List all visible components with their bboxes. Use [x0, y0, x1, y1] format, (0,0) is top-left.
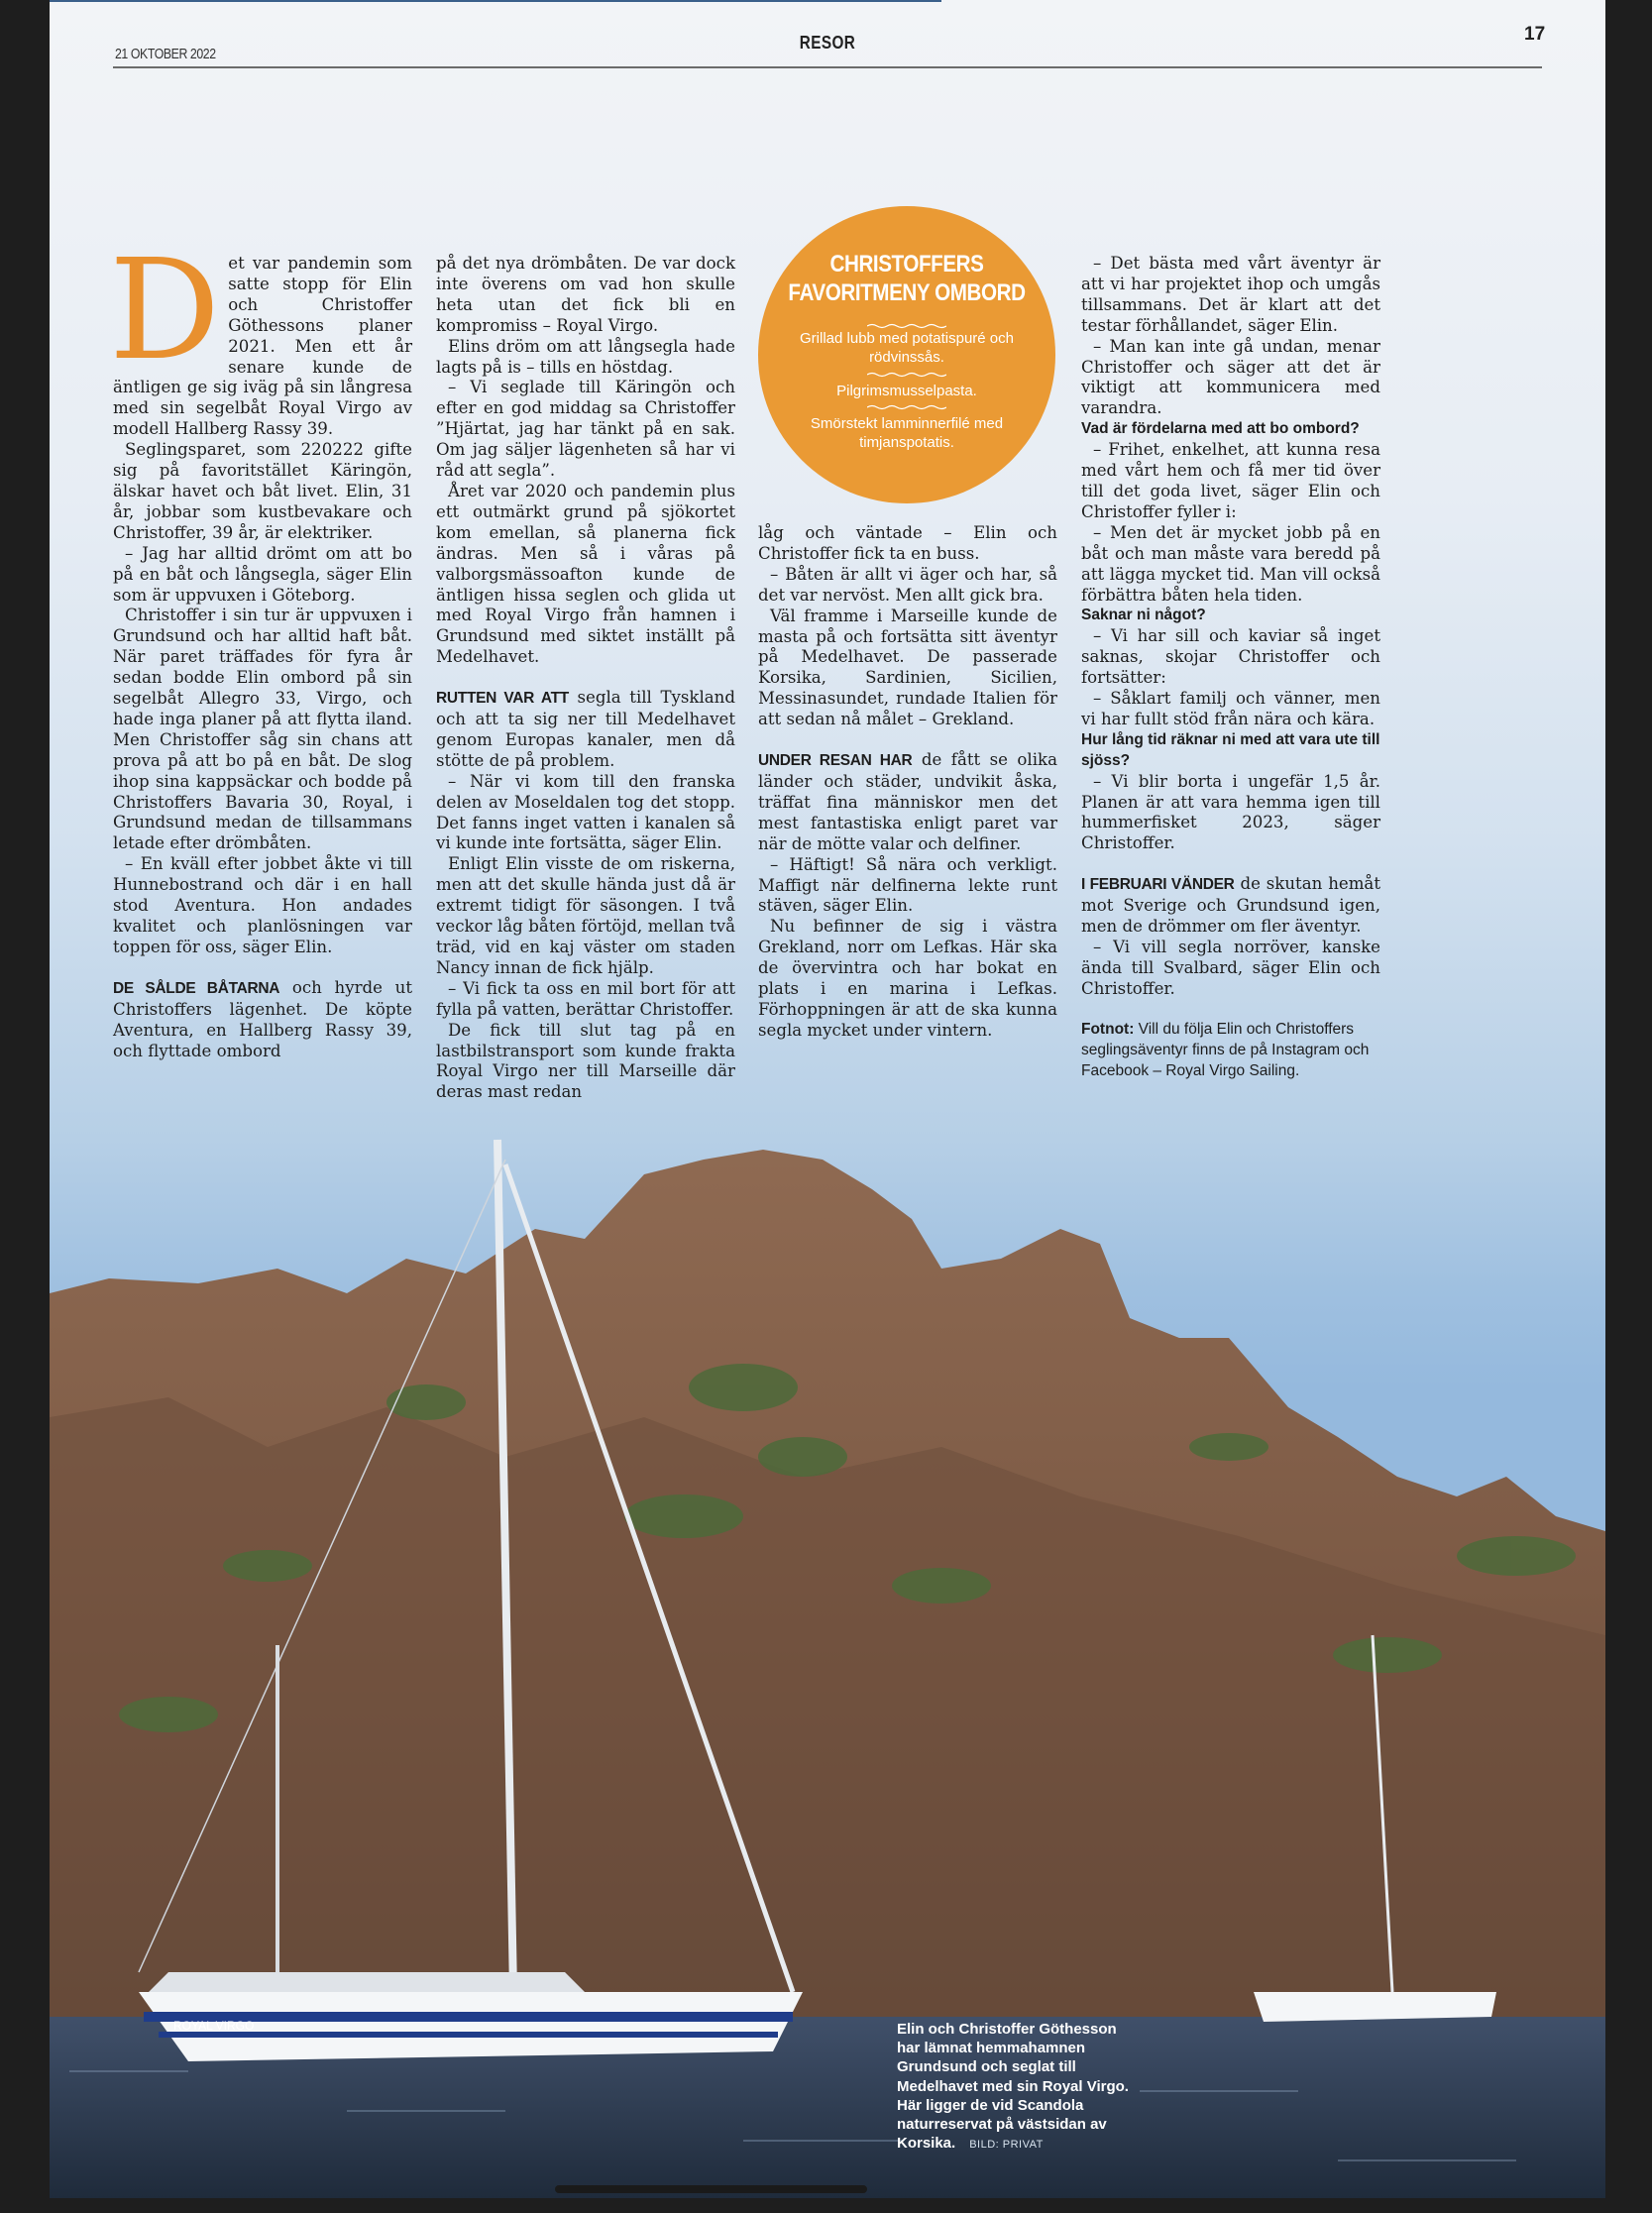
photo-credit: BILD: PRIVAT [969, 2139, 1044, 2152]
article-paragraph: – En kväll efter jobbet åkte vi till Hunnebostrand och där i en hall stod Aventura. Hon andades kvalitet och planlösningen var toppen för oss, säger Elin. [113, 854, 412, 956]
article-paragraph: – Vi seglade till Käringön och efter en god middag sa Christoffer ”Hjärtat, jag har tänkt på en sak. Om jag säljer lägenheten så har vi råd att segla”. [436, 378, 735, 481]
issue-date: 21 OKTOBER 2022 [115, 46, 216, 62]
article-paragraph: – Vi fick ta oss en mil bort för att fylla på vatten, berättar Christoffer. [436, 978, 735, 1019]
footnote: Fotnot: Vill du följa Elin och Christoffers seglingsäventyr finns de på Instagram och Facebook – Royal Virgo Sailing. [1081, 1020, 1370, 1079]
article-paragraph: på det nya drömbåten. De var dock inte överens om vad hon skulle heta utan det fick bli en kompromiss – Royal Virgo. [436, 254, 735, 335]
section-lead-in: I FEBRUARI VÄNDER [1081, 876, 1235, 894]
article-paragraph: Christoffer i sin tur är uppvuxen i Grundsund och har alltid haft båt. När paret träffades för fyra år sedan bodde Elin ombord på sin segelbåt Allegro 33, Virgo, och hade inga planer på att flytta iland. Men Christoffer såg sin chans att prova på att bo på en båt. De slog ihop sina kappsäckar och bodde på Christoffers Bavaria 30, Royal, i Grundsund medan de tillsammans letade efter drömbåten. [113, 606, 412, 853]
wave-divider-icon [867, 372, 946, 378]
article-paragraph: – Men det är mycket jobb på en båt och man måste vara beredd på att lägga mycket tid. Man vill också förbättra båten hela tiden. [1081, 522, 1380, 605]
article-paragraph: De fick till slut tag på en lastbilstransport som kunde frakta Royal Virgo ner till Marseille där deras mast redan [436, 1020, 735, 1102]
article-paragraph: Elins dröm om att långsegla hade lagts på is – tills en höstdag. [436, 336, 735, 377]
interview-question: Saknar ni något? [1081, 607, 1206, 624]
menu-item: Smörstekt lamminnerfilé med timjanspotatis. [810, 415, 1004, 451]
page-number: 17 [1524, 24, 1546, 45]
menu-item: Pilgrimsmusselpasta. [836, 383, 977, 399]
article-column-4 [1081, 254, 1380, 1081]
article-paragraph: – Vi vill segla norröver, kanske ända till Svalbard, säger Elin och Christoffer. [1081, 938, 1380, 998]
article-column-2 [436, 254, 735, 1103]
article-paragraph: – Såklart familj och vänner, men vi har fullt stöd från nära och kära. [1081, 689, 1380, 728]
article-paragraph: – Man kan inte gå undan, menar Christoffer och säger att det är viktigt att kommunicera med varandra. [1081, 336, 1380, 418]
article-paragraph: – Båten är allt vi äger och har, så det var nervöst. Men allt gick bra. [758, 564, 1057, 605]
article-paragraph: – Frihet, enkelhet, att kunna resa med vårt hem och få mer tid över till det goda livet, säger Elin och Christoffer fyller i: [1081, 440, 1380, 521]
scroll-indicator[interactable] [555, 2185, 867, 2193]
article-paragraph: låg och väntade – Elin och Christoffer fick ta en buss. [758, 523, 1057, 563]
article-paragraph: – Vi blir borta i ungefär 1,5 år. Planen är att vara hemma igen till hummerfisket 2023, säger Christoffer. [1081, 771, 1380, 853]
article-paragraph: – Vi har sill och kaviar så inget saknas, skojar Christoffer och fortsätter: [1081, 626, 1380, 688]
article-paragraph: Året var 2020 och pandemin plus ett outmärkt grund på sjökortet kom emellan, så planerna fick ändras. Men så i våras på valborgsmässoafton kunde de äntligen hissa seglen och glida ut med Royal Virgo från hamnen i Grundsund med siktet inställt på Medelhavet. [436, 481, 735, 667]
article-paragraph: – När vi kom till den franska delen av Moseldalen tog det stopp. Det fanns inget vatten i kanalen så vi kunde inte fortsätta, säger Elin. [436, 771, 735, 853]
article-paragraph: Väl framme i Marseille kunde de masta på och fortsätta sitt äventyr på Medelhavet. De passerade Korsika, Sardinien, Sicilien, Messinasundet, rundade Italien för att sedan nå målet – Grekland. [758, 606, 1057, 729]
article-paragraph: RUTTEN VAR ATT segla till Tyskland och att ta sig ner till Medelhavet genom Europas kanaler, men då stötte de på problem. [436, 688, 735, 770]
interview-question: Vad är fördelarna med att bo ombord? [1081, 420, 1360, 438]
article-paragraph: Det var pandemin som satte stopp för Elin och Christoffer Göthessons planer 2021. Men ett år senare kunde de äntligen ge sig iväg på sin långresa med sin segelbåt Royal Virgo av modell Hallberg Rassy 39. [109, 230, 412, 439]
article-paragraph: – Det bästa med vårt äventyr är att vi har projektet ihop och umgås tillsammans. Det är klart att det testar förhållandet, säger Elin. [1081, 254, 1380, 335]
article-paragraph: I FEBRUARI VÄNDER de skutan hemåt mot Sverige och Grundsund igen, men de drömmer om fler äventyr. [1081, 874, 1380, 937]
favorite-menu-box [758, 206, 1055, 503]
boat-name: ROYAL VIRGO [173, 2019, 255, 2033]
section-lead-in: RUTTEN VAR ATT [436, 690, 569, 708]
article-paragraph: – Jag har alltid drömt om att bo på en båt och långsegla, säger Elin som är uppvuxen i Göteborg. [113, 543, 412, 605]
article-paragraph: UNDER RESAN HAR de fått se olika länder och städer, undvikit åska, träffat fina människor men det mest fantastiska enligt paret var när de mötte valar och delfiner. [758, 750, 1057, 853]
article-paragraph: Seglingsparet, som 220222 gifte sig på favoritstället Käringön, älskar havet och båt livet. Elin, 31 år, jobbar som kustbevakare och Christoffer, 39 år, är elektriker. [113, 440, 412, 542]
interview-question: Hur lång tid räknar ni med att vara ute till sjöss? [1081, 730, 1380, 769]
menu-title: CHRISTOFFERS FAVORITMENY OMBORD [788, 251, 1026, 306]
drop-cap: D [109, 230, 221, 391]
article-paragraph: Nu befinner de sig i västra Grekland, norr om Lefkas. Här ska de övervintra och har bokat en plats i en marina i Lefkas. Förhoppningen är att de ska kunna segla mycket under vintern. [758, 917, 1057, 1040]
newspaper-page [50, 0, 1605, 2198]
header-divider [113, 66, 1542, 68]
photo-caption: Elin och Christoffer Göthesson har lämnat hemmahamnen Grundsund och seglat till Medelhavet med sin Royal Virgo. Här ligger de vid Scandola naturreservat på västsidan av Korsika. BILD: PRIVAT [897, 2021, 1129, 2153]
top-progress-line [50, 0, 941, 2]
wave-divider-icon [867, 404, 946, 410]
article-column-1 [109, 230, 413, 1061]
section-title: RESOR [799, 33, 856, 53]
sailboat-photo [50, 1120, 1605, 2198]
section-lead-in: UNDER RESAN HAR [758, 752, 913, 770]
menu-item: Grillad lubb med potatispuré och rödvinssås. [800, 330, 1014, 366]
article-column-3 [758, 523, 1057, 1042]
article-paragraph: DE SÅLDE BÅTARNA och hyrde ut Christoffers lägenhet. De köpte Aventura, en Hallberg Rassy 39, och flyttade ombord [113, 977, 413, 1060]
article-paragraph: – Häftigt! Så nära och verkligt. Maffigt när delfinerna lekte runt stäven, säger Elin. [758, 854, 1057, 916]
article-paragraph: Enligt Elin visste de om riskerna, men att det skulle hända just då är extremt tidigt för säsongen. I två veckor låg båten förtöjd, mellan två träd, vid en kaj väster om staden Nancy innan de fick hjälp. [436, 854, 735, 977]
section-lead-in: DE SÅLDE BÅTARNA [113, 979, 280, 997]
